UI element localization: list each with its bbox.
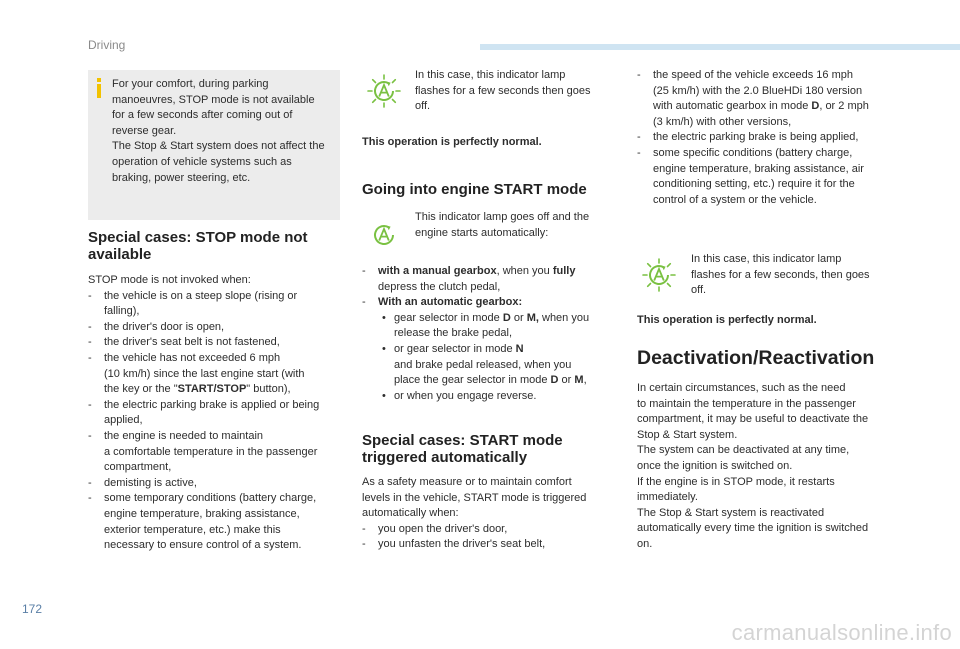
special-start-heading: Special cases: START mode triggered automatically (362, 432, 563, 466)
list-item: - you unfasten the driver's seat belt, (362, 537, 627, 553)
start-heading: Going into engine START mode (362, 181, 587, 198)
stop-heading: Special cases: STOP mode not available (88, 229, 308, 263)
list-item: - the driver's seat belt is not fastened, (88, 335, 350, 351)
auto-indicator-flashing-icon (641, 257, 677, 293)
list-item: - some temporary conditions (battery charge, engine temperature, braking assistance, exterior temperature, etc.) make this necessary to ensure control of a system. (88, 491, 350, 553)
info-text (112, 77, 334, 186)
header-bar (480, 44, 960, 50)
flash-text-1: In this case, this indicator lamp flashes for a few seconds then goes off. (415, 69, 591, 113)
list-item: • or gear selector in mode N and brake pedal released, when you place the gear selector in mode D or M, (378, 342, 622, 389)
stop-list (88, 289, 350, 554)
start-conditions-continued (637, 68, 907, 208)
info-line: manoeuvres, STOP mode is not available (112, 93, 315, 106)
list-item: - the vehicle is on a steep slope (rising or falling), (88, 289, 350, 320)
auto-indicator-flashing-icon (366, 73, 402, 109)
info-line: The Stop & Start system does not affect the (112, 140, 325, 153)
list-item: - With an automatic gearbox: • gear selector in mode D or M, when you release the brake pedal, • or gear selector in mode N and brake pedal released, when you place the gear selector in mode D or M, • or when you engage reverse. (362, 295, 622, 404)
info-line: For your comfort, during parking (112, 78, 269, 90)
special-start-text: As a safety measure or to maintain comfort levels in the vehicle, START mode is triggered automatically when: - you open the driver's door, - you unfasten the driver's seat belt, (362, 475, 627, 553)
list-item: - the electric parking brake is being applied, (637, 130, 907, 146)
list-item: - the electric parking brake is applied or being applied, (88, 398, 350, 429)
list-item: • or when you engage reverse. (378, 389, 622, 405)
info-line: reverse gear. (112, 124, 177, 137)
info-line: operation of vehicle systems such as (112, 155, 292, 168)
section-label: Driving (88, 38, 126, 52)
watermark: carmanualsonline.info (731, 620, 952, 645)
start-conditions (362, 264, 622, 404)
info-icon (96, 78, 102, 98)
list-item: - with a manual gearbox, when you fully depress the clutch pedal, (362, 264, 622, 295)
auto-indicator-icon (366, 217, 402, 253)
lamp-on-text: This indicator lamp goes off and the engine starts automatically: (415, 211, 590, 239)
normal-operation-note: This operation is perfectly normal. (637, 314, 817, 326)
stop-intro: STOP mode is not invoked when: (88, 274, 251, 286)
flash-text-2: In this case, this indicator lamp flashes for a few seconds, then goes off. (691, 253, 870, 297)
list-item: - you open the driver's door, (362, 522, 627, 538)
stop-section (88, 273, 350, 554)
info-line: braking, power steering, etc. (112, 171, 251, 184)
deactivation-text: In certain circumstances, such as the need to maintain the temperature in the passenger compartment, it may be useful to deactivate the Stop & Start system. The system can be deactivated at any time, once the ignition is switched on. If the engine is in STOP mode, it restarts immediately. The Stop & Start system is reactivated automatically every time the ignition is switched on. (637, 382, 869, 550)
list-item: • gear selector in mode D or M, when you release the brake pedal, (378, 311, 622, 342)
info-box (88, 70, 340, 220)
page-number: 172 (22, 602, 43, 616)
deactivation-heading: Deactivation/Reactivation (637, 347, 875, 369)
list-item: - the driver's door is open, (88, 320, 350, 336)
list-item: - the engine is needed to maintain a comfortable temperature in the passenger compartment, (88, 429, 350, 476)
list-item: - the vehicle has not exceeded 6 mph (10 km/h) since the last engine start (with the key or the "START/STOP" button), (88, 351, 350, 398)
info-line: for a few seconds after coming out of (112, 109, 293, 122)
list-item: - the speed of the vehicle exceeds 16 mph (25 km/h) with the 2.0 BlueHDi 180 version with automatic gearbox in mode D, or 2 mph (3 km/h) with other versions, (637, 68, 907, 130)
list-item: - demisting is active, (88, 476, 350, 492)
normal-operation-note: This operation is perfectly normal. (362, 136, 542, 148)
list-item: - some specific conditions (battery charge, engine temperature, braking assistance, air conditioning setting, etc.) require it for the control of a system or the vehicle. (637, 146, 907, 208)
